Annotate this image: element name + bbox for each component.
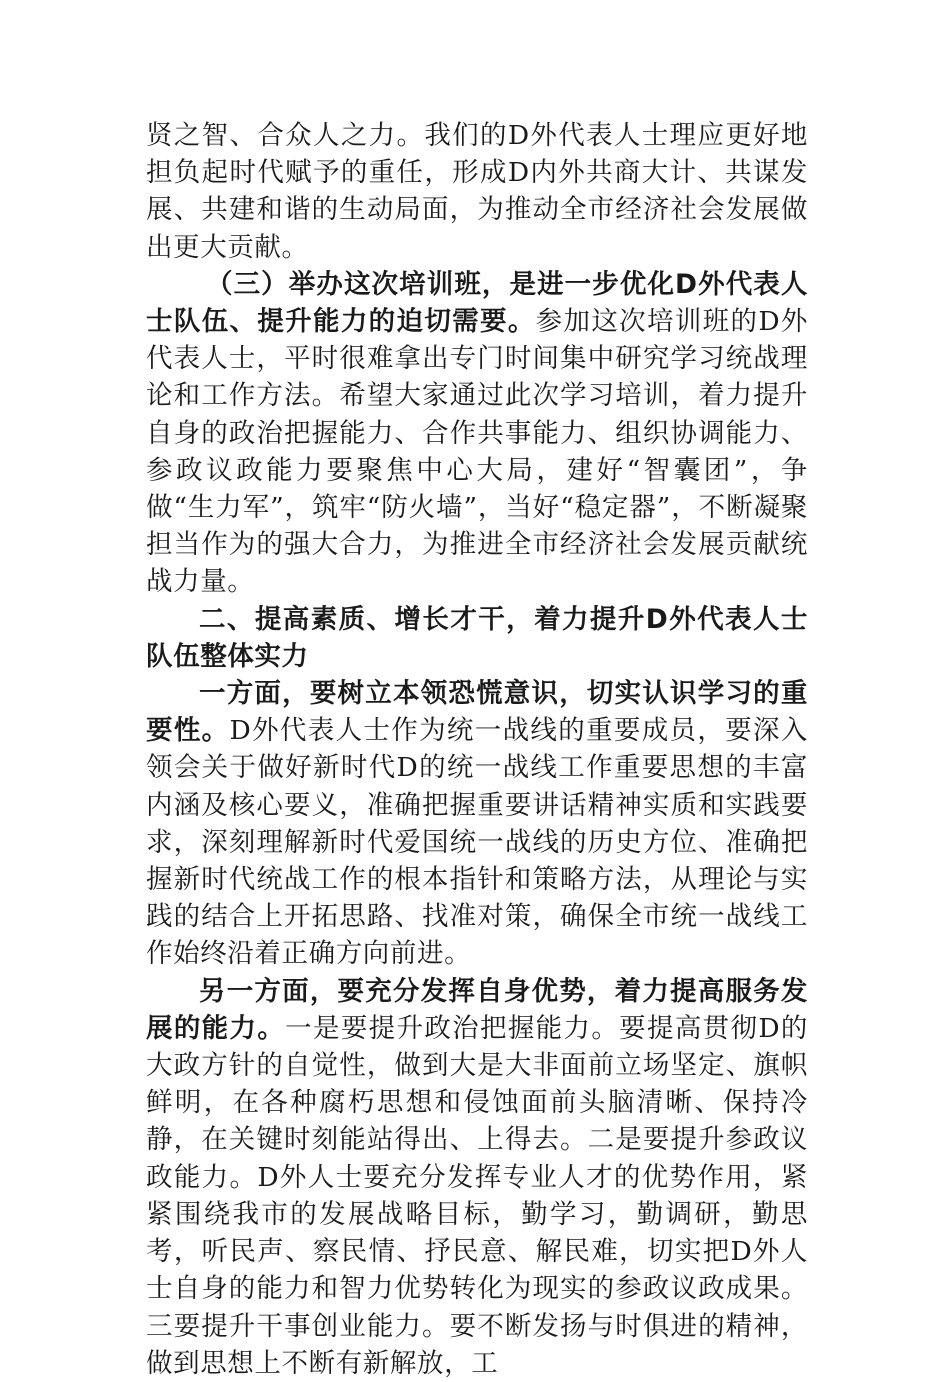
- paragraph-2-text: 参加这次培训班的D外代表人士，平时很难拿出专门时间集中研究学习统战理论和工作方法。希望大家通过此次学习培训，着力提升自身的政治把握能力、合作共事能力、组织协调能力、参政议政能力要聚焦中心大局，建好“智囊团”，争做“生力军”，筑牢“防火墙”，当好“稳定器”，不断凝聚担当作为的强大合力，为推进全市经济社会发展贡献统战力量。: [146, 306, 808, 598]
- paragraph-1: 贤之智、合众人之力。我们的D外代表人士理应更好地担负起时代赋予的重任，形成D内外共商大计、共谋发展、共建和谐的生动局面，为推动全市经济社会发展做出更大贡献。: [146, 120, 808, 263]
- paragraph-2: [146, 266, 808, 601]
- paragraph-4-text: 一是要提升政治把握能力。要提高贯彻D的大政方针的自觉性，做到大是大非面前立场坚定、旗帜鲜明，在各种腐朽思想和侵蚀面前头脑清晰、保持冷静，在关键时刻能站得出、上得去。二是要提升参政议政能力。D外人士要充分发挥专业人才的优势作用，紧紧围绕我市的发展战略目标，勤学习，勤调研，勤思考，听民声、察民情、抒民意、解民难，切实把D外人士自身的能力和智力优势转化为现实的参政议政成果。三要提升干事创业能力。要不断发扬与时俱进的精神，做到思想上不断有新解放，工: [146, 1012, 809, 1379]
- document-body: [146, 117, 808, 1382]
- paragraph-3: [146, 675, 808, 973]
- paragraph-4: [146, 973, 808, 1382]
- paragraph-4-lead: 另一方面，要充分发挥自身优势，着力提高服务发展的能力。: [146, 975, 808, 1044]
- paragraph-3-text: D外代表人士作为统一战线的重要成员，要深入领会关于做好新时代D的统一战线工作重要思想的丰富内涵及核心要义，准确把握重要讲话精神实质和实践要求，深刻理解新时代爱国统一战线的历史方位、准确把握新时代统战工作的根本指针和策略方法，从理论与实践的结合上开拓思路、找准对策，确保全市统一战线工作始终沿着正确方向前进。: [146, 715, 808, 970]
- paragraph-3-lead: 一方面，要树立本领恐慌意识，切实认识学习的重要性。: [146, 678, 808, 747]
- section-heading-2: 二、提高素质、增长才干，着力提升D外代表人士队伍整体实力: [146, 603, 808, 672]
- paragraph-2-lead: （三）举办这次培训班，是进一步优化D外代表人士队伍、提升能力的迫切需要。: [146, 268, 808, 338]
